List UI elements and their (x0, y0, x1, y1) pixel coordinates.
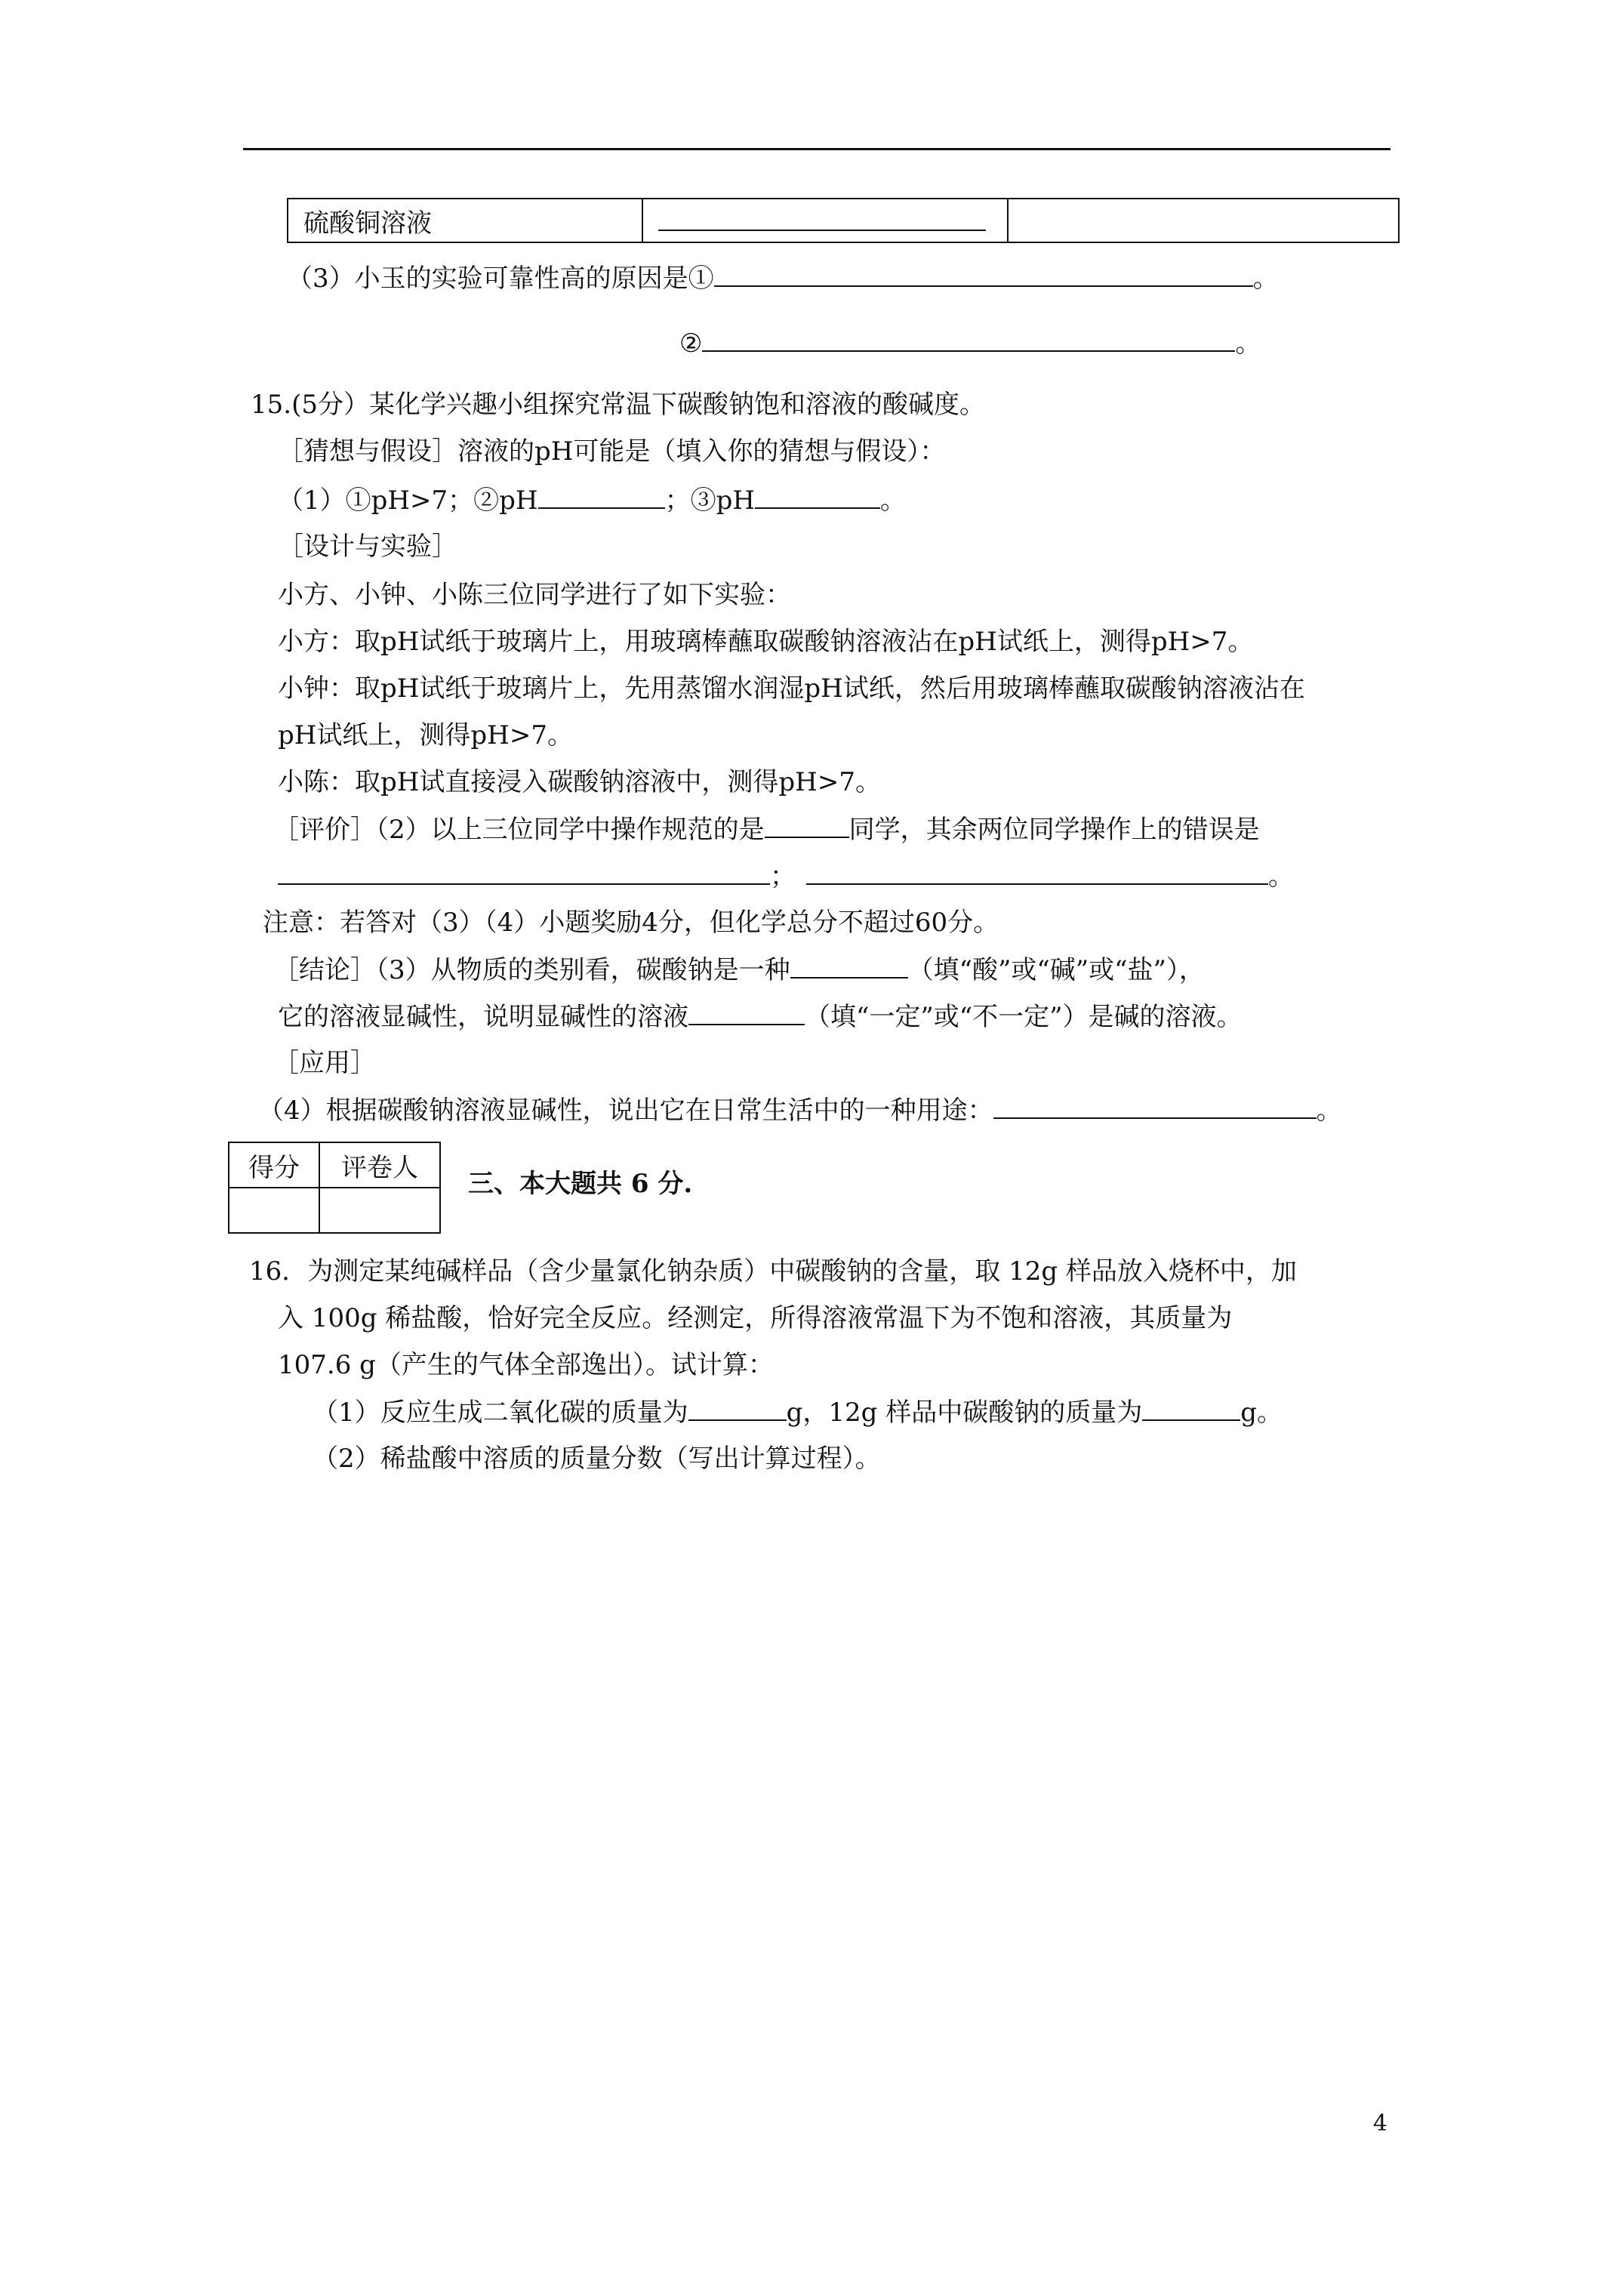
q16-part2: （2）稀盐酸中溶质的质量分数（写出计算过程）。 (313, 1444, 881, 1474)
q16-line1: 16．为测定某纯碱样品（含少量氯化钠杂质）中碳酸钠的含量，取 12g 样品放入烧杯中，加 (249, 1256, 1297, 1287)
section-title: 三、本大题共 6 分. (468, 1169, 693, 1199)
answer-blank[interactable] (790, 951, 908, 978)
score-table (228, 1142, 441, 1234)
answer-blank[interactable] (1142, 1394, 1240, 1421)
q16-part1: （1）反应生成二氧化碳的质量为 g，12g 样品中碳酸钠的质量为 g。 (313, 1394, 1283, 1431)
q15-evaluation: ［评价］（2）以上三位同学中操作规范的是 同学，其余两位同学操作上的错误是 (273, 811, 1260, 848)
q15-hypothesis-options: （1）①pH>7；②pH ；③pH 。 (278, 482, 906, 519)
q15-design-heading: ［设计与实验］ (278, 532, 457, 562)
q15-intro: 15.(5分）某化学兴趣小组探究常温下碳酸钠饱和溶液的酸碱度。 (251, 390, 985, 420)
q15-chen: 小陈：取pH试直接浸入碳酸钠溶液中，测得pH>7。 (278, 767, 881, 797)
answer-blank[interactable] (278, 858, 770, 885)
q15-conclusion: ［结论］（3）从物质的类别看，碳酸钠是一种 （填“酸”或“碱”或“盐”）， (273, 951, 1205, 988)
q15-application-question: （4）根据碳酸钠溶液显碱性，说出它在日常生活中的一种用途： 。 (258, 1092, 1342, 1129)
q15-zhong-1: 小钟：取pH试纸于玻璃片上，先用蒸馏水润湿pH试纸，然后用玻璃棒蘸取碳酸钠溶液沾在 (278, 673, 1305, 704)
score-cell[interactable] (229, 1188, 319, 1233)
q15-experiment-intro: 小方、小钟、小陈三位同学进行了如下实验： (278, 580, 791, 610)
header-rule (243, 148, 1390, 150)
answer-blank[interactable] (658, 204, 986, 231)
q14-part3-line1: （3）小玉的实验可靠性高的原因是① 。 (287, 260, 1279, 297)
answer-blank[interactable] (702, 325, 1235, 352)
q14-part3-line2: ② 。 (679, 325, 1261, 362)
q15-application-heading: ［应用］ (273, 1048, 376, 1078)
q16-line2: 入 100g 稀盐酸，恰好完全反应。经测定，所得溶液常温下为不饱和溶液，其质量为 (278, 1303, 1233, 1333)
answer-blank[interactable] (538, 482, 665, 509)
answer-blank[interactable] (688, 998, 805, 1025)
answer-blank[interactable] (755, 482, 880, 509)
page-number: 4 (1372, 2110, 1387, 2137)
table-row (288, 199, 1399, 242)
table-cell-reagent: 硫酸铜溶液 (288, 199, 642, 242)
table-row (229, 1188, 440, 1233)
answer-blank[interactable] (765, 811, 849, 838)
answer-blank[interactable] (714, 260, 1253, 287)
q15-zhong-2: pH试纸上，测得pH>7。 (278, 720, 573, 750)
table-cell-empty (1008, 199, 1399, 242)
score-header: 得分 (229, 1142, 319, 1188)
result-table (287, 198, 1400, 243)
grader-header: 评卷人 (319, 1142, 440, 1188)
answer-blank[interactable] (806, 858, 1268, 885)
q15-conclusion-line2: 它的溶液显碱性，说明显碱性的溶液 （填“一定”或“不一定”）是碱的溶液。 (278, 998, 1243, 1035)
grader-cell[interactable] (319, 1188, 440, 1233)
table-row (229, 1142, 440, 1188)
answer-blank[interactable] (688, 1394, 787, 1421)
q16-line3: 107.6 g（产生的气体全部逸出）。试计算： (278, 1350, 774, 1380)
q15-note: 注意：若答对（3）（4）小题奖励4分，但化学总分不超过60分。 (263, 908, 999, 938)
q15-evaluation-line2: ； 。 (278, 858, 1294, 895)
table-cell-answer (642, 199, 1008, 242)
answer-blank[interactable] (993, 1092, 1317, 1119)
q15-hypothesis: ［猜想与假设］溶液的pH可能是（填入你的猜想与假设）： (278, 436, 946, 467)
q15-fang: 小方：取pH试纸于玻璃片上，用玻璃棒蘸取碳酸钠溶液沾在pH试纸上，测得pH>7。 (278, 627, 1254, 657)
